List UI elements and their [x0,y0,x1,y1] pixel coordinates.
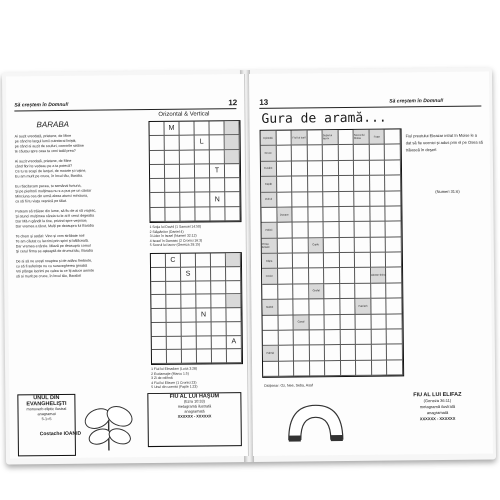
grid-cell[interactable] [150,193,165,207]
grid-cell[interactable] [226,308,241,322]
grid-cell[interactable] [324,268,340,284]
clue-cell: Mabel [262,300,278,316]
grid-cell[interactable] [293,299,309,315]
grid1-clues: 1 Soţia lui David (1 Samuel 14:50) 2 Stăpânitor (Daniel 4) 3 Lider în Israel (Numeri 32:12) 4 Israel în Damasc (2 Cronici 16:3) 5 Socrul lui Iacov (Geneza 29:15) [149,224,203,248]
grid-cell[interactable] [324,284,340,300]
grid-cell[interactable] [309,269,325,285]
grid-cell[interactable] [261,208,277,224]
grid-cell[interactable] [151,281,166,295]
grid-cell[interactable] [341,361,357,377]
clue-cell: Epistolă [261,131,277,147]
clue-cell: Fecior [262,269,278,285]
grid-cell[interactable] [340,299,356,315]
grid-cell[interactable] [309,299,325,315]
clue-cell: Prima femeie [262,238,278,254]
grid-cell[interactable] [339,191,355,207]
grid-cell[interactable] [354,160,370,176]
clue-cell: Cruce [261,146,277,162]
grid-cell[interactable] [167,322,182,336]
grid-cell[interactable] [293,269,309,285]
grid-cell[interactable] [182,350,197,364]
grid-cell[interactable] [278,284,294,300]
grid-cell[interactable] [167,350,182,364]
grid-cell[interactable] [180,193,195,207]
grid-cell[interactable] [195,207,210,221]
grid-cell[interactable] [224,121,239,135]
grid-cell[interactable]: M [164,122,179,136]
puzzle-quote: Fiul preotului Eleazar intrat în Moise le a dat să fie ucenici şi adus prin el pe Osea să trăiască în deşert [405,132,483,153]
grid-cell[interactable] [294,330,310,346]
grid-cell[interactable] [294,346,310,362]
elifaz-type: anagramată [426,409,449,416]
grid-cell[interactable] [338,130,354,146]
grid-cell[interactable] [308,161,324,177]
grid-cell[interactable] [151,309,166,323]
grid-cell[interactable] [355,268,371,284]
grid-cell[interactable] [309,345,325,361]
grid-cell[interactable] [196,281,211,295]
grid-cell[interactable] [292,146,308,162]
grid-cell[interactable] [370,145,386,161]
evangelist-title: UNUL DIN EVANGHELIŞTI [26,394,67,408]
grid-cell[interactable] [165,193,180,207]
grid-cell[interactable] [278,315,294,331]
grid-cell[interactable] [309,330,325,346]
grid-cell[interactable] [181,281,196,295]
grid-cell[interactable] [180,150,195,164]
grid-cell[interactable] [276,131,292,147]
grid-cell[interactable] [226,281,241,295]
left-page [6,74,249,458]
clue-cell: Duhul [261,192,277,208]
grid-cell[interactable] [386,268,402,284]
clue-cell: Frate [369,130,385,146]
grid-cell[interactable] [325,330,341,346]
puzzle-title: Gura de aramă... [261,110,387,127]
grid-cell[interactable] [225,207,240,221]
grid-cell[interactable] [294,361,310,377]
grid-cell[interactable] [263,331,279,347]
elifaz-box [392,392,482,423]
elifaz-ref: (Geneza 36:11) [423,397,452,404]
grid-cell[interactable] [263,361,279,377]
grid-cell[interactable] [225,164,240,178]
grid-cell[interactable] [180,136,195,150]
grid-cell[interactable] [356,330,372,346]
grid-cell[interactable] [309,253,325,269]
grid-cell[interactable] [150,150,165,164]
hasum-type: anagramată [184,409,205,414]
grid-cell[interactable] [339,161,355,177]
grid-cell[interactable] [180,207,195,221]
grid-cell[interactable] [372,329,388,345]
grid-cell[interactable]: T [210,164,225,178]
grid-cell[interactable] [325,345,341,361]
grid-cell[interactable] [355,222,371,238]
grid-cell[interactable] [371,237,387,253]
poem-text: Ai auzit vreodată, prietene, de Mine pe când te largul lumii cutreierai liniştit, pe când ai auzit de scufuri, comorile străine te căutau spre casa ta veni tatăl prea? Ai auzit vreodată, prietene, de Mine când flori te vedeau pe a ta potecă? Ce tu te scapi de lanţuri, de moarte şi ruşine, Eu am murit pe cruce, în locul tău, Baraba. Eu răscăscam pacea, tu semănai furtuna, Şi pe pieritorii mulţimea nu s-a pus pe un cântar Minciuna cea din urmă aleea atunci minciuna, ca să fii tu viaţa veşnică pe tăiat. Puteam să trăiesc din lume, să fiu de ai să vrajesc, Şi atunci mulţimea căreia tu le-ai fi cerut degeaba Dar Mă-n gândit la tine, privind spre veşnicie, Dar vremea a tăcut, Mulţi pe deasupra lui Baraba Te chem şi astăzi: Vino şi vom străbate noi! Te am căutat cu lacrimi prin spini şi bălăceală. Dar vremea e târzie. Miază pe deasupra cornul Şi cerul firma se aşteaptă de drumul tău, Baraba De ai să ne ureşti noaptea şi de adânc fierbinte, cu să fi suferinţe nu cu suravegherea groabă Voi plânge lacrimi pe calea ta ce îţi aduce aminte să ai murit pe cruce, în locul tău, Baraba! [14,133,97,279]
grid-cell[interactable] [152,350,167,364]
grid-cell[interactable] [181,309,196,323]
clue-cell: Soţia lui Iacov [323,130,339,146]
grid-cell[interactable] [278,300,294,316]
grid-cell[interactable] [292,161,308,177]
grid-cell[interactable] [167,336,182,350]
grid-cell[interactable]: A [227,336,242,350]
grid-cell[interactable] [293,253,309,269]
grid-cell[interactable] [371,283,387,299]
magnet-horseshoe-icon [280,399,350,448]
page-number: 13 [259,97,269,107]
grid-cell[interactable] [324,222,340,238]
grid-cell[interactable] [180,179,195,193]
grid-cell[interactable] [354,176,370,192]
clue-cell: Pelinii [262,223,278,239]
grid-cell[interactable] [195,150,210,164]
clue-cell: Alexan-drina [371,268,387,284]
grid-cell[interactable] [279,361,295,377]
grid-cell[interactable] [308,192,324,208]
grid-cell[interactable] [292,192,308,208]
hasum-title: FIU AL LUI HAŞUM [169,393,220,400]
grid-cell[interactable] [196,295,211,309]
grid-cell[interactable] [323,192,339,208]
grid-cell[interactable] [386,191,402,207]
grid-cell[interactable] [341,345,357,361]
grid-cell[interactable] [356,345,372,361]
grid-cell[interactable] [179,122,194,136]
grid-cell[interactable] [166,267,181,281]
grid-cell[interactable] [276,161,292,177]
grid-cell[interactable] [355,237,371,253]
crossword-grid-1[interactable] [148,120,241,223]
grid-cell[interactable] [197,336,212,350]
grid-cell[interactable] [356,314,372,330]
grid-cell[interactable] [370,206,386,222]
elifaz-sub: metagramă ilustrată [419,403,456,410]
hasum-box [147,392,242,447]
grid-cell[interactable] [354,145,370,161]
grid-cell[interactable] [166,309,181,323]
grid-cell[interactable] [212,322,227,336]
grid-cell[interactable] [385,160,401,176]
grid-cell[interactable] [355,191,371,207]
grid-cell[interactable] [150,179,165,193]
grid-cell[interactable] [210,150,225,164]
grid-cell[interactable] [293,238,309,254]
grid-cell[interactable] [355,207,371,223]
poem-author: Costache IOANID [39,430,82,438]
grid-cell[interactable] [211,308,226,322]
grid-cell[interactable] [324,238,340,254]
grid-cell[interactable] [325,299,341,315]
grid-cell[interactable] [211,253,226,267]
grid-cell[interactable] [339,145,355,161]
grid-cell[interactable] [323,145,339,161]
grid-cell[interactable] [325,361,341,377]
grid-cell[interactable]: C [166,254,181,268]
grid-cell[interactable] [211,294,226,308]
grid-cell[interactable] [212,349,227,363]
grid-cell[interactable] [308,176,324,192]
grid-cell[interactable] [196,253,211,267]
grid-cell[interactable] [211,267,226,281]
grid-cell[interactable] [225,193,240,207]
grid-cell[interactable] [180,164,195,178]
hasum-ref: (Ezra 10:33) [183,399,205,404]
grid-cell[interactable] [150,208,165,222]
elifaz-code: XXXXXX - XXXXXX [419,415,456,422]
grid-cell[interactable] [340,314,356,330]
clue-cell: Fiul lui Iosif [292,130,308,146]
grid-cell[interactable] [277,238,293,254]
evangelist-box [17,394,76,457]
page-number: 12 [228,98,238,108]
grid-cell[interactable] [385,176,401,192]
grid-cell[interactable] [225,178,240,192]
grid-cell[interactable] [325,315,341,331]
grid-cell[interactable] [355,253,371,269]
grid-cell[interactable] [226,294,241,308]
grid-cell[interactable] [385,145,401,161]
grid-cell[interactable] [277,254,293,270]
puzzle-quote-ref: (Numeri 31:6) [435,188,460,195]
grid-cell[interactable] [194,121,209,135]
grid-cell[interactable] [227,349,242,363]
grid-cell[interactable] [308,207,324,223]
grid-cell[interactable] [196,267,211,281]
grid-cell[interactable] [386,252,402,268]
grid-cell[interactable] [165,165,180,179]
grid-cell[interactable] [387,283,403,299]
clue-cell: Capăt [261,177,277,193]
grid-cell[interactable] [150,136,165,150]
grid-cell[interactable] [371,253,387,269]
grid-cell[interactable] [195,164,210,178]
grid-cell[interactable] [340,268,356,284]
grid-cell[interactable] [386,222,402,238]
grid-cell[interactable] [182,336,197,350]
grid-cell[interactable] [293,223,309,239]
grid-cell[interactable] [225,135,240,149]
grid-cell[interactable] [277,177,293,193]
grid-cell[interactable] [197,350,212,364]
grid-cell[interactable] [278,330,294,346]
grid-cell[interactable] [339,207,355,223]
grid-cell[interactable] [356,283,372,299]
grid-cell[interactable] [225,150,240,164]
grid-cell[interactable] [387,329,403,345]
grid2-clues: 1 Fiul lui Elmadam (Luca 3:28) 2 Exclamaţie (Marcu 1:5) 3 Zi de odihnă 4 Fiul lui Eliezer (1 Cronici 23) 5 Unul din ucenici (Fapte 1:23) [151,366,198,390]
grid-cell[interactable] [323,161,339,177]
grid-cell[interactable] [226,253,241,267]
grid-cell[interactable] [197,322,212,336]
header-motto: Să creştem în Domnul! [389,97,444,105]
grid-cell[interactable] [166,295,181,309]
grid-cell[interactable] [339,238,355,254]
hasum-sub: metagramă ilustrată [177,404,212,409]
clue-cell: Cuplu [308,238,324,254]
poem-title: BARABA [36,119,70,130]
grid-cell[interactable] [152,323,167,337]
grid-cell[interactable] [340,330,356,346]
grid-cell[interactable] [387,345,403,361]
grid-cell[interactable] [387,299,403,315]
crossword-grid-2[interactable] [150,252,243,365]
right-page [248,71,493,456]
grid-cell[interactable] [307,130,323,146]
grid-cell[interactable] [151,254,166,268]
grid-cell[interactable]: N [210,193,225,207]
grid-cell[interactable] [210,136,225,150]
grid-cell[interactable] [370,176,386,192]
clue-cell: Cuvânt [261,161,277,177]
grid-cell[interactable] [340,253,356,269]
grid-cell[interactable] [372,360,388,376]
grid-cell[interactable] [212,336,227,350]
evangelist-formula: 5-1=5 [41,417,52,422]
grid-cell[interactable] [149,122,164,136]
clue-cell: Socrul lui Moise [354,130,370,146]
evangelist-type: anagramat [37,412,56,417]
grid-cell[interactable] [370,222,386,238]
grid-cell[interactable] [165,150,180,164]
grid-cell[interactable] [278,346,294,362]
grid-cell[interactable] [385,129,401,145]
grid-cell[interactable] [370,191,386,207]
grid1-title: Orizontal & Vertical [158,111,210,118]
clue-cell: Palmă [263,346,279,362]
grid-cell[interactable] [151,295,166,309]
grid-cell[interactable] [309,315,325,331]
grid-cell[interactable] [150,165,165,179]
elifaz-title: FIU AL LUI ELIFAZ [413,391,462,399]
grid-cell[interactable] [209,121,224,135]
grid-cell[interactable] [372,345,388,361]
grid-cell[interactable] [210,207,225,221]
grid-cell[interactable] [371,314,387,330]
plant-leaves-icon [79,400,138,453]
grid-cell[interactable] [195,179,210,193]
grid-cell[interactable] [165,179,180,193]
open-booklet [2,67,496,464]
grid-cell[interactable] [165,207,180,221]
grid-cell[interactable] [387,314,403,330]
grid-cell[interactable] [165,136,180,150]
grid-cell[interactable]: N [196,308,211,322]
grid-cell[interactable] [210,178,225,192]
grid-cell[interactable] [386,237,402,253]
grid-cell[interactable] [181,295,196,309]
grid-cell[interactable]: S [181,267,196,281]
evangelist-sub: monoverb eliptic ilustrat [26,406,67,412]
grid-cell[interactable] [181,254,196,268]
grid-cell[interactable] [195,193,210,207]
grid-cell[interactable] [226,267,241,281]
clue-cell: Grafal [309,284,325,300]
grid-cell[interactable] [151,268,166,282]
clue-cell: Canal [294,315,310,331]
dictionary: Dicţionar: Oz, Nee, Seba, Asaf [264,383,314,388]
grid-cell[interactable] [371,299,387,315]
grid-cell[interactable] [339,222,355,238]
grid-cell[interactable] [293,284,309,300]
hasum-code: XXXXXX - XXXXXX [177,414,212,419]
grid-cell[interactable] [276,146,292,162]
grid-cell[interactable] [310,361,326,377]
grid-cell[interactable] [278,269,294,285]
grid-cell[interactable] [308,222,324,238]
arrow-crossword-grid[interactable] [260,128,405,377]
grid-cell[interactable] [166,281,181,295]
grid-cell[interactable] [292,177,308,193]
clue-cell: Căpa [262,254,278,270]
grid-cell[interactable] [152,336,167,350]
grid-cell[interactable] [324,253,340,269]
grid-cell[interactable] [307,146,323,162]
grid-cell[interactable] [324,207,340,223]
grid-cell[interactable] [370,160,386,176]
grid-cell[interactable] [277,192,293,208]
grid-cell[interactable] [339,176,355,192]
grid-cell[interactable] [292,207,308,223]
grid-cell[interactable] [323,176,339,192]
grid-cell[interactable] [211,281,226,295]
clue-cell: Dunare [277,207,293,223]
grid-cell[interactable] [356,360,372,376]
grid-cell[interactable]: L [195,136,210,150]
grid-cell[interactable] [277,223,293,239]
header-motto: Să creştem în Domnul! [14,101,69,109]
grid-cell[interactable] [182,322,197,336]
grid-cell[interactable] [227,322,242,336]
grid-cell[interactable] [263,315,279,331]
header-rule [259,106,481,109]
grid-cell[interactable] [340,284,356,300]
clue-cell: Patriarh [356,299,372,315]
grid-cell[interactable] [386,206,402,222]
grid-cell[interactable] [262,284,278,300]
grid-cell[interactable] [387,360,403,376]
